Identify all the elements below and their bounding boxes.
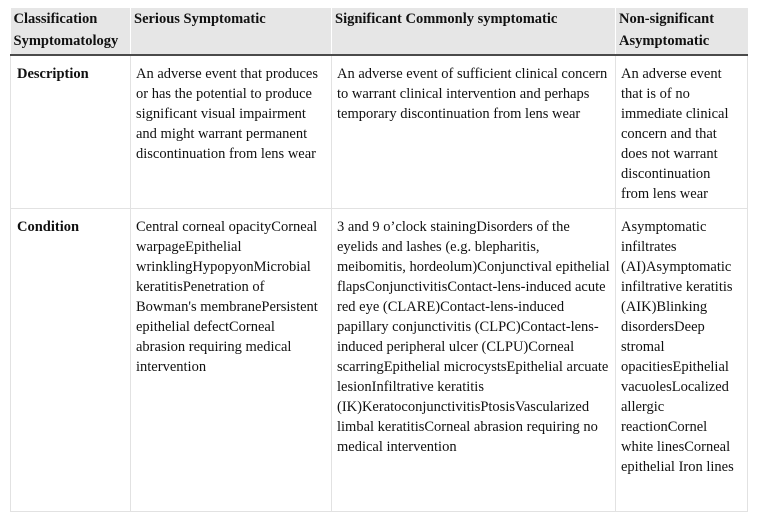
cell-description-serious: An adverse event that produces or has the potential to produce significant visual impairment and might warrant permanent discontinuation from lens wear <box>131 55 332 209</box>
classification-table <box>10 8 748 512</box>
cell-description-nonsignificant: An adverse event that is of no immediate clinical concern and that does not warrant discontinuation from lens wear <box>616 55 748 209</box>
table-header <box>11 8 748 55</box>
cell-condition-nonsignificant: Asymptomatic infiltrates (AI)Asymptomatic infiltrative keratitis (AIK)Blinking disordersDeep stromal opacitiesEpithelial vacuolesLocalized allergic reactionCornel white linesCorneal epithelial Iron lines <box>616 209 748 512</box>
header-serious: Serious Symptomatic <box>131 8 332 55</box>
row-label-condition: Condition <box>11 209 131 512</box>
header-nonsignificant: Non-significant Asymptomatic <box>616 8 748 55</box>
cell-condition-serious: Central corneal opacityCorneal warpageEpithelial wrinklingHypopyonMicrobial keratitisPenetration of Bowman's membranePersistent epithelial defectCorneal abrasion requiring medical intervention <box>131 209 332 512</box>
cell-description-significant: An adverse event of sufficient clinical concern to warrant clinical intervention and perhaps temporary discontinuation from lens wear <box>332 55 616 209</box>
row-label-description: Description <box>11 55 131 209</box>
header-significant: Significant Commonly symptomatic <box>332 8 616 55</box>
table-row-condition <box>11 209 748 512</box>
table-row-description <box>11 55 748 209</box>
table-body <box>11 55 748 512</box>
cell-condition-significant: 3 and 9 o’clock stainingDisorders of the eyelids and lashes (e.g. blepharitis, meibomitis, hordeolum)Conjunctival epithelial flapsConjunctivitisContact-lens-induced acute red eye (CLARE)Contact-lens-induced papillary conjunctivitis (CLPC)Contact-lens-induced peripheral ulcer (CLPU)Corneal scarringEpithelial microcystsEpithelial arcuate lesionInfiltrative keratitis (IK)KeratoconjunctivitisPtosisVascularized limbal keratitisCorneal abrasion requiring no medical intervention <box>332 209 616 512</box>
header-classification: Classification Symptomatology <box>11 8 131 55</box>
header-row <box>11 8 748 55</box>
